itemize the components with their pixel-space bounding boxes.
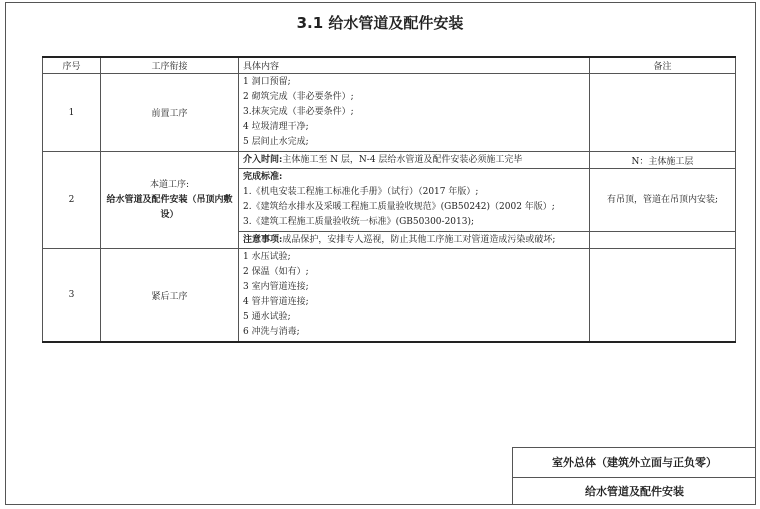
header-content: 具体内容: [239, 57, 590, 74]
list-item: 3.抹灰完成（非必要条件）;: [243, 107, 354, 117]
table-header-row: [43, 57, 736, 74]
header-seq: 序号: [43, 57, 101, 74]
list-item: 1 水压试验;: [243, 252, 291, 262]
header-process: 工序衔接: [101, 57, 239, 74]
row2-attention-note: [590, 232, 736, 249]
attention-label: 注意事项:: [243, 235, 283, 245]
row2-intervention: [239, 152, 590, 169]
table-row: [43, 74, 736, 152]
list-item: 3 室内管道连接;: [243, 282, 309, 292]
row3-process: 紧后工序: [101, 249, 239, 343]
page-title: 3.1 给水管道及配件安装: [296, 14, 464, 32]
list-item: 1 洞口预留;: [243, 77, 291, 87]
row1-content: [239, 74, 590, 152]
intervention-text: 主体施工至 N 层，N-4 层给水管道及配件安装必须施工完毕: [282, 155, 523, 165]
process-table: [42, 56, 736, 343]
list-item: 2 砌筑完成（非必要条件）;: [243, 92, 354, 102]
row3-seq: 3: [43, 249, 101, 343]
list-item: 3.《建筑工程施工质量验收统一标准》(GB50300-2013);: [243, 217, 475, 227]
list-item: 5 层间止水完成;: [243, 137, 309, 147]
table-row: [43, 152, 736, 169]
attention-text: 成品保护，安排专人巡视，防止其他工序施工对管道造成污染或破坏;: [282, 235, 556, 245]
row1-seq: 1: [43, 74, 101, 152]
list-item: 2.《建筑给水排水及采暖工程施工质量验收规范》(GB50242)（2002 年版）;: [243, 202, 555, 212]
row2-process-line2: 给水管道及配件安装（吊顶内敷设）: [106, 194, 233, 220]
row2-standard-note: 有吊顶，管道在吊顶内安装;: [590, 169, 736, 232]
list-item: 4 垃圾清理干净;: [243, 122, 309, 132]
title-block-category: 室外总体（建筑外立面与正负零）: [513, 448, 756, 478]
list-item: 5 通水试验;: [243, 312, 291, 322]
row3-content: [239, 249, 590, 343]
table-row: [43, 249, 736, 343]
row2-seq: 2: [43, 152, 101, 249]
list-item: 6 冲洗与消毒;: [243, 327, 300, 337]
row2-intervention-note: N：主体施工层: [590, 152, 736, 169]
row2-attention: [239, 232, 590, 249]
standard-label: 完成标准:: [243, 172, 283, 182]
row2-process: [101, 152, 239, 249]
intervention-label: 介入时间:: [243, 155, 283, 165]
header-note: 备注: [590, 57, 736, 74]
list-item: 2 保温（如有）;: [243, 267, 309, 277]
row1-note: [590, 74, 736, 152]
list-item: 4 管井管道连接;: [243, 297, 309, 307]
row3-note: [590, 249, 736, 343]
title-block-name: 给水管道及配件安装: [585, 485, 684, 498]
row2-standard: [239, 169, 590, 232]
row1-process: 前置工序: [101, 74, 239, 152]
list-item: 1.《机电安装工程施工标准化手册》（试行）（2017 年版）;: [243, 187, 479, 197]
row2-process-line1: 本道工序:: [149, 179, 190, 190]
title-block: [512, 447, 756, 505]
